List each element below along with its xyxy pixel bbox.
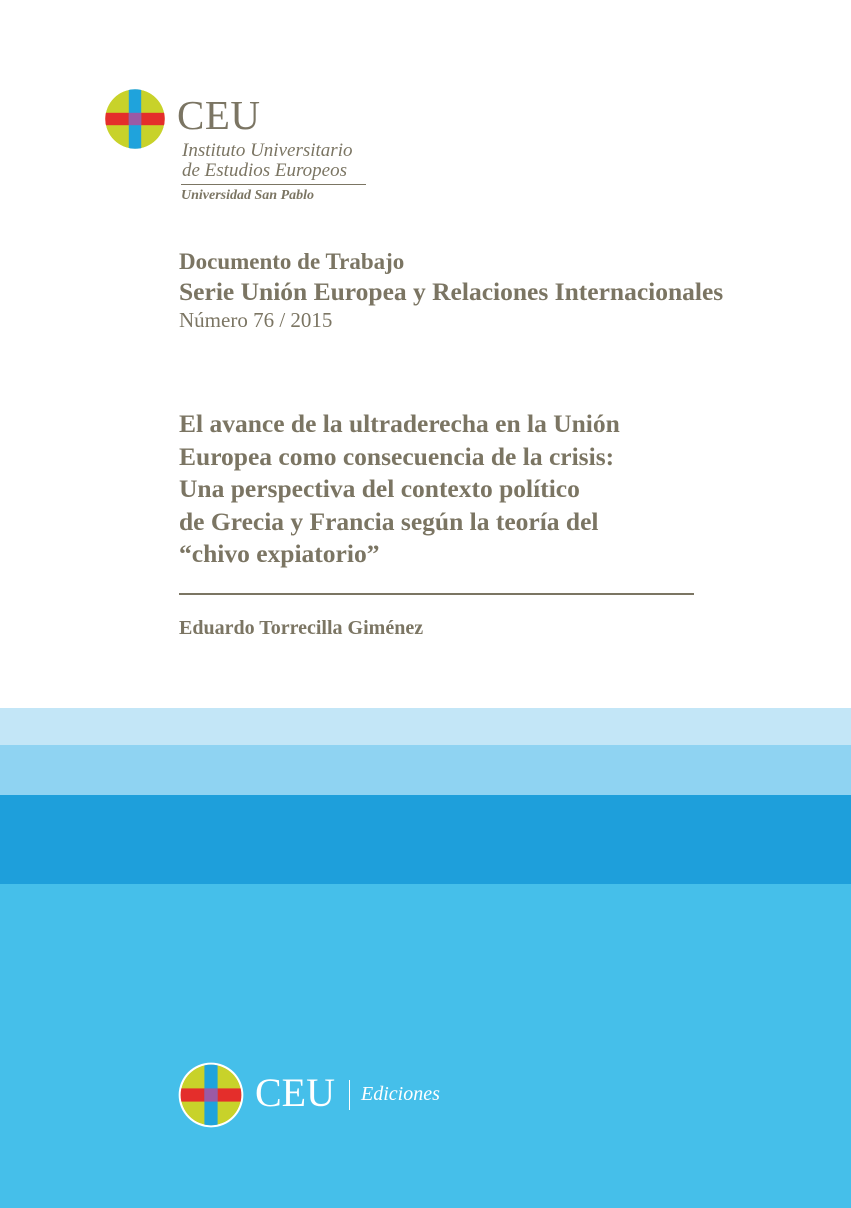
title-line: “chivo expiatorio” [179, 539, 380, 568]
decorative-band [0, 745, 851, 795]
author-name: Eduardo Torrecilla Giménez [179, 617, 424, 639]
title-line: Una perspectiva del contexto político [179, 474, 580, 503]
institute-name-line1: Instituto Universitario [182, 140, 353, 161]
imprint-name: Ediciones [361, 1083, 440, 1105]
title-line: Europea como consecuencia de la crisis: [179, 441, 615, 471]
decorative-band [0, 708, 851, 745]
institute-name-line2: de Estudios Europeos [182, 160, 348, 181]
document-title [179, 408, 739, 571]
ceu-logo-icon [104, 88, 166, 150]
title-divider [179, 593, 694, 595]
university-name: Universidad San Pablo [181, 188, 315, 203]
title-line: de Grecia y Francia según la teoría del [179, 506, 599, 536]
footer-brand-name: CEU [255, 1070, 335, 1115]
institute-divider [181, 184, 366, 185]
brand-name: CEU [177, 92, 261, 138]
decorative-band [0, 795, 851, 884]
series-name: Serie Unión Europea y Relaciones Internacionales [179, 277, 724, 306]
footer-divider [349, 1080, 350, 1110]
issue-number: Número 76 / 2015 [179, 308, 333, 332]
decorative-band [0, 884, 851, 1208]
ceu-logo-icon [178, 1062, 244, 1128]
title-line: El avance de la ultraderecha en la Unión [179, 409, 620, 438]
document-type: Documento de Trabajo [179, 249, 405, 274]
